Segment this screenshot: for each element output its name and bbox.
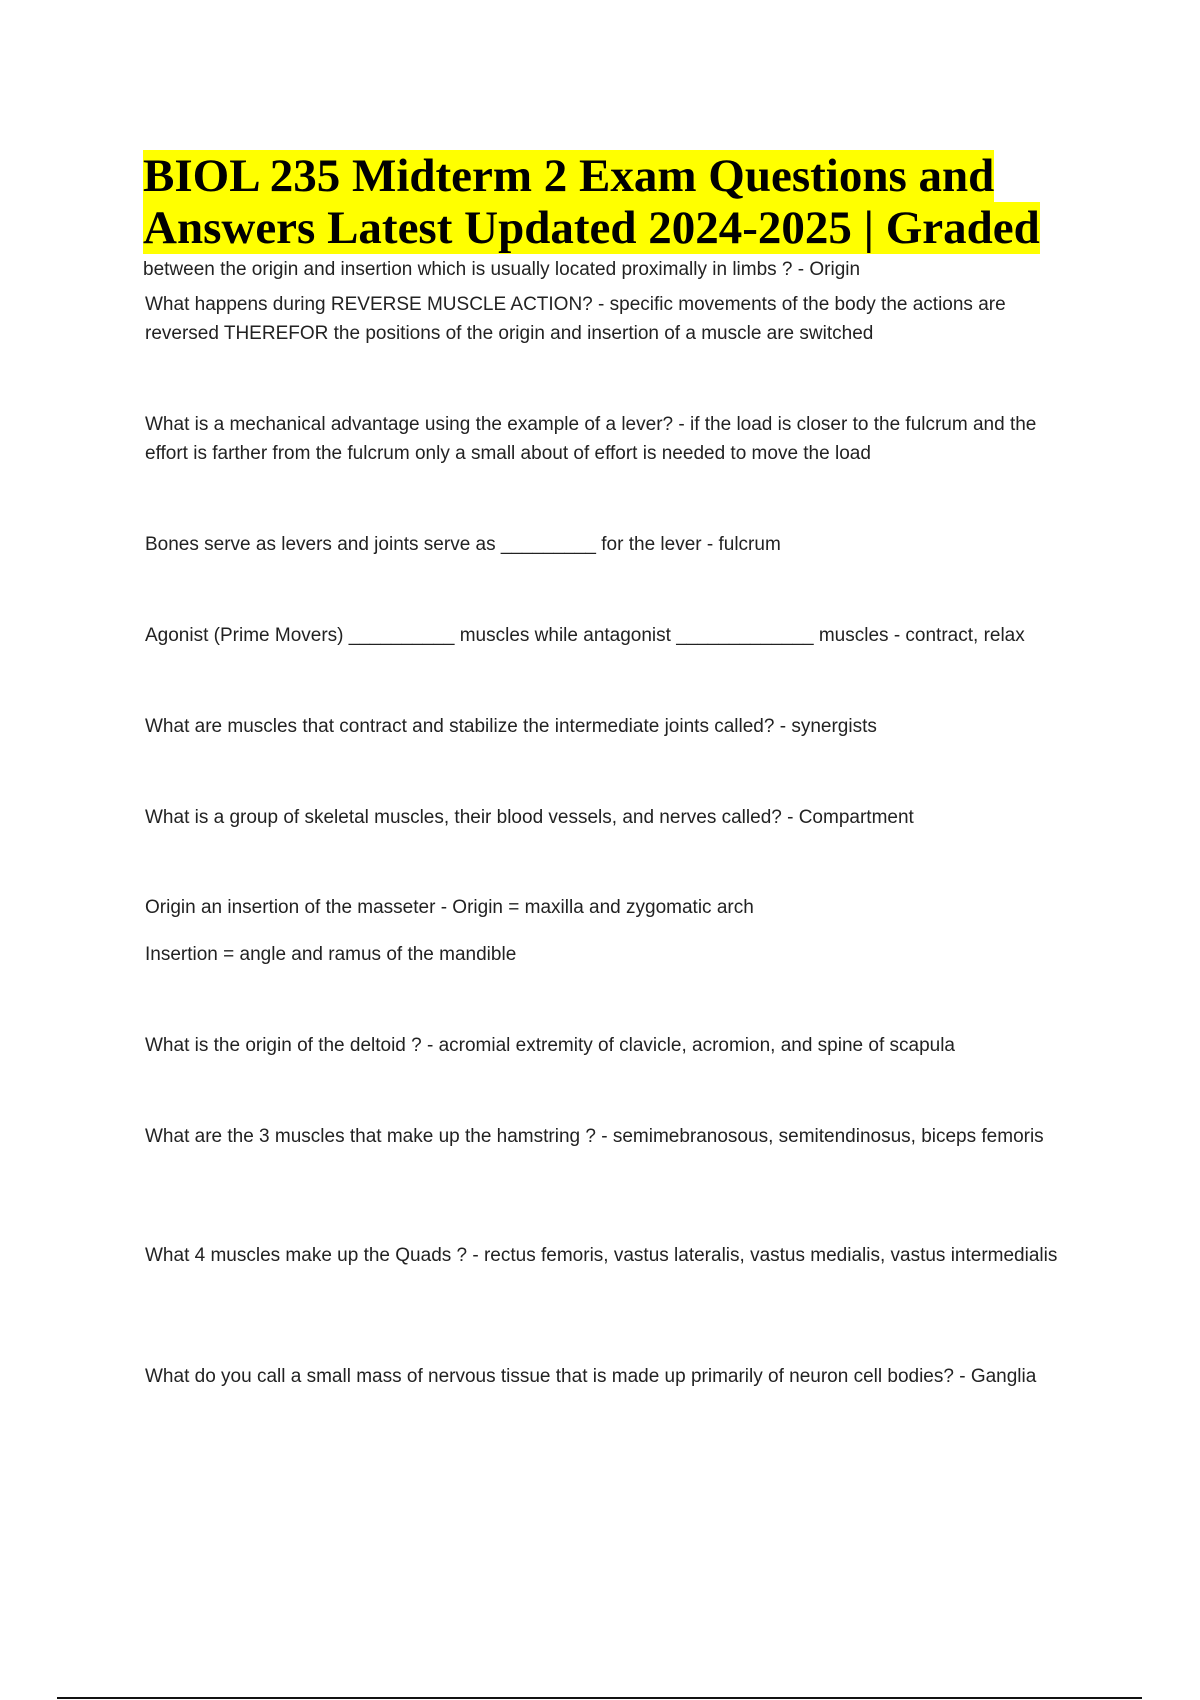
qa-item: What happens during REVERSE MUSCLE ACTION? - specific movements of the body the actions are reversed THEREFOR the positions of the origin and insertion of a muscle are switched (145, 294, 1006, 344)
qa-item: What is a mechanical advantage using the example of a lever? - if the load is closer to the fulcrum and the effort is farther from the fulcrum only a small about of effort is needed to move the load (145, 414, 1037, 464)
document-title (143, 150, 1103, 254)
qa-item: Insertion = angle and ramus of the mandible (145, 944, 517, 965)
qa-item: What do you call a small mass of nervous tissue that is made up primarily of neuron cell bodies? - Ganglia (145, 1366, 1037, 1387)
qa-item: What is the origin of the deltoid ? - acromial extremity of clavicle, acromion, and spine of scapula (145, 1035, 955, 1056)
qa-item: What are muscles that contract and stabilize the intermediate joints called? - synergists (145, 716, 877, 737)
qa-item: What is a group of skeletal muscles, their blood vessels, and nerves called? - Compartment (145, 807, 914, 828)
qa-item: between the origin and insertion which is usually located proximally in limbs ? - Origin (143, 259, 861, 280)
qa-item: Bones serve as levers and joints serve as _________ for the lever - fulcrum (145, 534, 781, 555)
qa-item: What 4 muscles make up the Quads ? - rectus femoris, vastus lateralis, vastus medialis, vastus intermedialis (145, 1245, 1058, 1266)
qa-item: Origin an insertion of the masseter - Origin = maxilla and zygomatic arch (145, 897, 754, 918)
qa-item: What are the 3 muscles that make up the hamstring ? - semimebranosous, semitendinosus, biceps femoris (145, 1126, 1044, 1147)
title-highlight: BIOL 235 Midterm 2 Exam Questions and Answers Latest Updated 2024-2025 | Graded (143, 150, 1040, 254)
page-bottom-rule (57, 1697, 1142, 1699)
qa-item: Agonist (Prime Movers) __________ muscles while antagonist _____________ muscles - contract, relax (145, 625, 1025, 646)
